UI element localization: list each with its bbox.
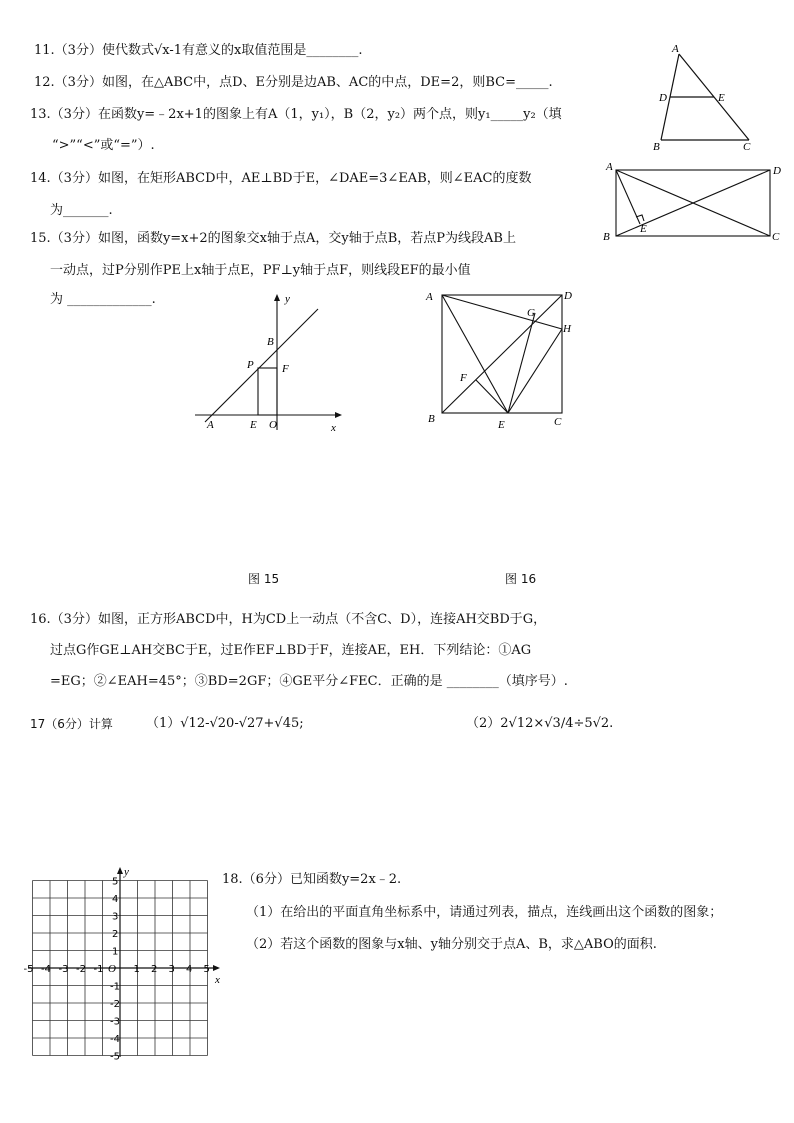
question-11: 11.（3分）使代数式√x-1有意义的x取值范围是________. — [34, 43, 363, 58]
x-axis-arrow-icon — [213, 965, 220, 971]
question-15-line2: 一动点，过P分别作PE上x轴于点E，PF⊥y轴于点F，则线段EF的最小值 — [50, 263, 471, 278]
grid-x-tick-label: 5 — [203, 964, 210, 975]
label-f: F — [460, 372, 467, 384]
label-x: x — [331, 422, 336, 434]
figure-15-line-graph — [195, 290, 355, 440]
x-axis-arrow-icon — [335, 412, 342, 418]
grid-y-tick-label: 1 — [112, 946, 119, 958]
label-e: E — [718, 92, 725, 104]
label-e: E — [498, 419, 505, 431]
label-f: F — [282, 363, 289, 375]
caption-figure-15: 图 15 — [248, 572, 280, 586]
question-14-line1: 14.（3分）如图，在矩形ABCD中，AE⊥BD于E，∠DAE=3∠EAB，则∠EAC的度数 — [30, 171, 532, 186]
grid-x-tick-label: -1 — [93, 964, 104, 975]
label-a: A — [606, 161, 613, 173]
label-d: D — [659, 92, 667, 104]
question-16-line2: 过点G作GE⊥AH交BC于E，过E作EF⊥BD于F，连接AE，EH．下列结论：①AG — [50, 643, 532, 658]
label-g: G — [527, 307, 535, 319]
figure-triangle-abc — [650, 42, 760, 154]
label-e: E — [250, 419, 257, 431]
question-17-part-2: （2）2√12×√3/4÷5√2. — [466, 716, 614, 731]
question-15-line1: 15.（3分）如图，函数y=x+2的图象交x轴于点A，交y轴于点B，若点P为线段AB上 — [30, 231, 516, 246]
question-16-line1: 16.（3分）如图，正方形ABCD中，H为CD上一动点（不含C、D），连接AH交BD于G， — [30, 612, 547, 627]
grid-x-tick-label: -3 — [58, 964, 69, 975]
grid-x-tick-label: -2 — [76, 964, 86, 975]
grid-x-tick-label: 1 — [133, 964, 140, 975]
label-a: A — [426, 291, 433, 303]
question-18-line1: 18.（6分）已知函数y=2x﹣2. — [222, 872, 402, 887]
coordinate-grid[interactable] — [22, 865, 227, 1063]
label-o: O — [269, 419, 277, 431]
label-h: H — [563, 323, 571, 335]
grid-x-tick-label: 2 — [151, 964, 158, 975]
figure-rectangle-abcd — [600, 160, 790, 245]
grid-y-tick-label: 4 — [112, 894, 119, 905]
label-b: B — [267, 336, 274, 348]
grid-x-tick-label: -4 — [41, 964, 51, 975]
label-c: C — [743, 141, 751, 153]
question-13-line1: 13.（3分）在函数y=﹣2x+1的图象上有A（1，y₁），B（2，y₂）两个点，则y₁_____y₂（填 — [30, 107, 562, 122]
question-16-line3: =EG；②∠EAH=45°；③BD=2GF；④GE平分∠FEC．正确的是 ________（填序号）. — [50, 674, 568, 689]
grid-origin-label: O — [108, 963, 116, 975]
grid-x-tick-label: 3 — [168, 964, 175, 975]
grid-x-tick-label: 4 — [186, 964, 193, 975]
question-14-line2: 为_______. — [50, 203, 113, 218]
question-18-line2: （1）在给出的平面直角坐标系中，请通过列表，描点，连线画出这个函数的图象； — [246, 905, 723, 920]
grid-y-tick-label: -4 — [110, 1034, 120, 1045]
grid-y-tick-label: -1 — [110, 981, 120, 993]
label-a: A — [672, 43, 679, 55]
label-y: y — [285, 293, 290, 305]
label-p: P — [247, 359, 254, 371]
label-d: D — [564, 290, 572, 302]
grid-y-tick-label: -3 — [110, 1016, 120, 1028]
label-d: D — [773, 165, 781, 177]
grid-y-tick-label: 3 — [112, 911, 119, 923]
figure-16-square — [420, 285, 590, 430]
y-axis-arrow-icon — [117, 867, 123, 874]
label-b: B — [653, 141, 660, 153]
grid-y-tick-label: 5 — [112, 876, 119, 888]
question-15-line3: 为 _____________. — [50, 292, 156, 307]
label-a: A — [207, 419, 214, 431]
question-18-line3: （2）若这个函数的图象与x轴、y轴分别交于点A、B，求△ABO的面积. — [246, 937, 657, 952]
label-c: C — [554, 416, 562, 428]
label-c: C — [772, 231, 780, 243]
label-e: E — [640, 223, 647, 235]
question-13-line2: “>”“<”或“=”）. — [52, 138, 155, 153]
label-b: B — [603, 231, 610, 243]
question-12: 12.（3分）如图，在△ABC中，点D、E分别是边AB、AC的中点，DE=2，则BC=_____. — [34, 75, 553, 90]
question-17-part-1: （1）√12-√20-√27+√45; — [146, 716, 304, 731]
grid-x-label: x — [215, 974, 220, 986]
grid-y-label: y — [124, 866, 129, 878]
grid-y-tick-label: -2 — [110, 999, 120, 1010]
label-b: B — [428, 413, 435, 425]
caption-figure-16: 图 16 — [505, 572, 537, 586]
grid-x-tick-label: -5 — [23, 964, 34, 975]
question-17: 17（6分）计算 — [30, 717, 113, 731]
y-axis-arrow-icon — [274, 294, 280, 301]
grid-y-tick-label: -5 — [110, 1051, 120, 1063]
grid-y-tick-label: 2 — [112, 929, 119, 940]
